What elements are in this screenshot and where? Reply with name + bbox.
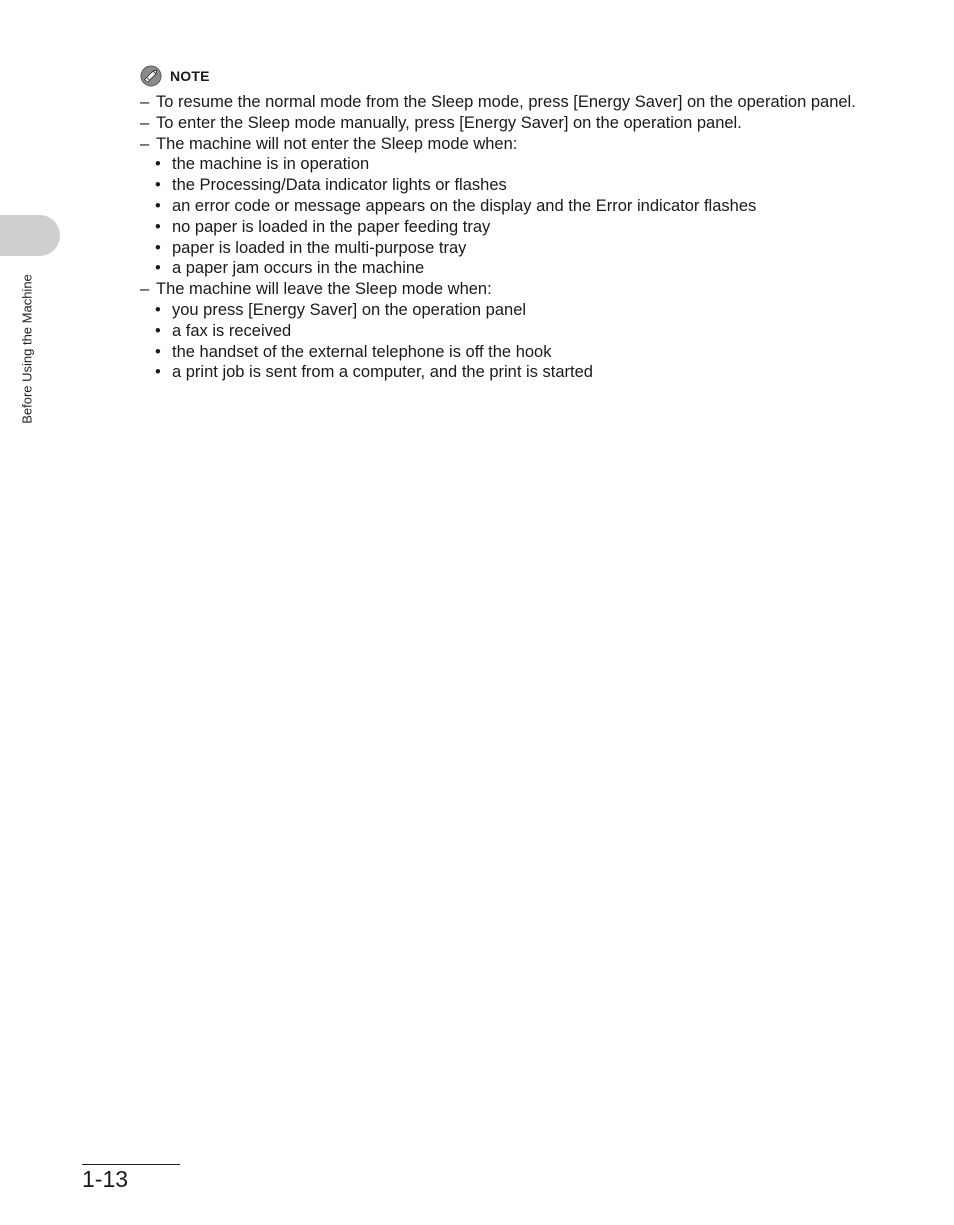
- bullet-text: a print job is sent from a computer, and the print is started: [172, 363, 593, 382]
- bullet-text: a paper jam occurs in the machine: [172, 259, 425, 278]
- note-item-text: The machine will not enter the Sleep mode when:: [156, 134, 518, 153]
- dash-marker: –: [140, 113, 150, 132]
- note-item: [140, 92, 920, 113]
- bullet-item: [140, 238, 920, 259]
- bullet-item: [140, 342, 920, 363]
- dash-marker: –: [140, 93, 150, 111]
- bullet-marker: •: [155, 300, 161, 319]
- bullet-marker: •: [155, 155, 161, 174]
- note-item: [140, 279, 920, 300]
- bullet-item: [140, 362, 920, 383]
- bullet-item: [140, 175, 920, 196]
- bullet-text: a fax is received: [172, 321, 292, 340]
- note-header: [140, 65, 210, 87]
- bullet-marker: •: [155, 363, 161, 382]
- note-label: NOTE: [170, 68, 210, 84]
- note-item-text: To enter the Sleep mode manually, press [Energy Saver] on the operation panel.: [156, 113, 742, 132]
- bullet-text: no paper is loaded in the paper feeding tray: [172, 217, 491, 236]
- bullet-item: [140, 258, 920, 279]
- bullet-marker: •: [155, 321, 161, 340]
- chapter-tab-label: Before Using the Machine: [19, 274, 35, 424]
- note-item-text: To resume the normal mode from the Sleep mode, press [Energy Saver] on the operation panel.: [156, 93, 856, 111]
- bullet-marker: •: [155, 176, 161, 195]
- chapter-tab: [0, 215, 60, 256]
- bullet-marker: •: [155, 238, 161, 257]
- dash-marker: –: [140, 134, 150, 153]
- bullet-item: [140, 300, 920, 321]
- bullet-text: the handset of the external telephone is off the hook: [172, 342, 552, 361]
- bullet-text: the Processing/Data indicator lights or flashes: [172, 176, 507, 195]
- bullet-marker: •: [155, 259, 161, 278]
- bullet-item: [140, 196, 920, 217]
- bullet-item: [140, 321, 920, 342]
- note-item-text: The machine will leave the Sleep mode when:: [156, 280, 492, 299]
- bullet-text: paper is loaded in the multi-purpose tray: [172, 238, 467, 257]
- bullet-marker: •: [155, 342, 161, 361]
- dash-marker: –: [140, 280, 150, 299]
- bullet-marker: •: [155, 196, 161, 215]
- page-number: 1-13: [82, 1166, 129, 1192]
- footer-rule: [82, 1164, 180, 1165]
- pencil-icon: [140, 65, 162, 87]
- note-item: [140, 113, 920, 134]
- note-item: [140, 134, 920, 155]
- bullet-text: an error code or message appears on the display and the Error indicator flashes: [172, 196, 757, 215]
- bullet-item: [140, 217, 920, 238]
- bullet-text: the machine is in operation: [172, 155, 370, 174]
- bullet-marker: •: [155, 217, 161, 236]
- note-body: [140, 92, 920, 383]
- bullet-item: [140, 154, 920, 175]
- bullet-text: you press [Energy Saver] on the operation panel: [172, 300, 527, 319]
